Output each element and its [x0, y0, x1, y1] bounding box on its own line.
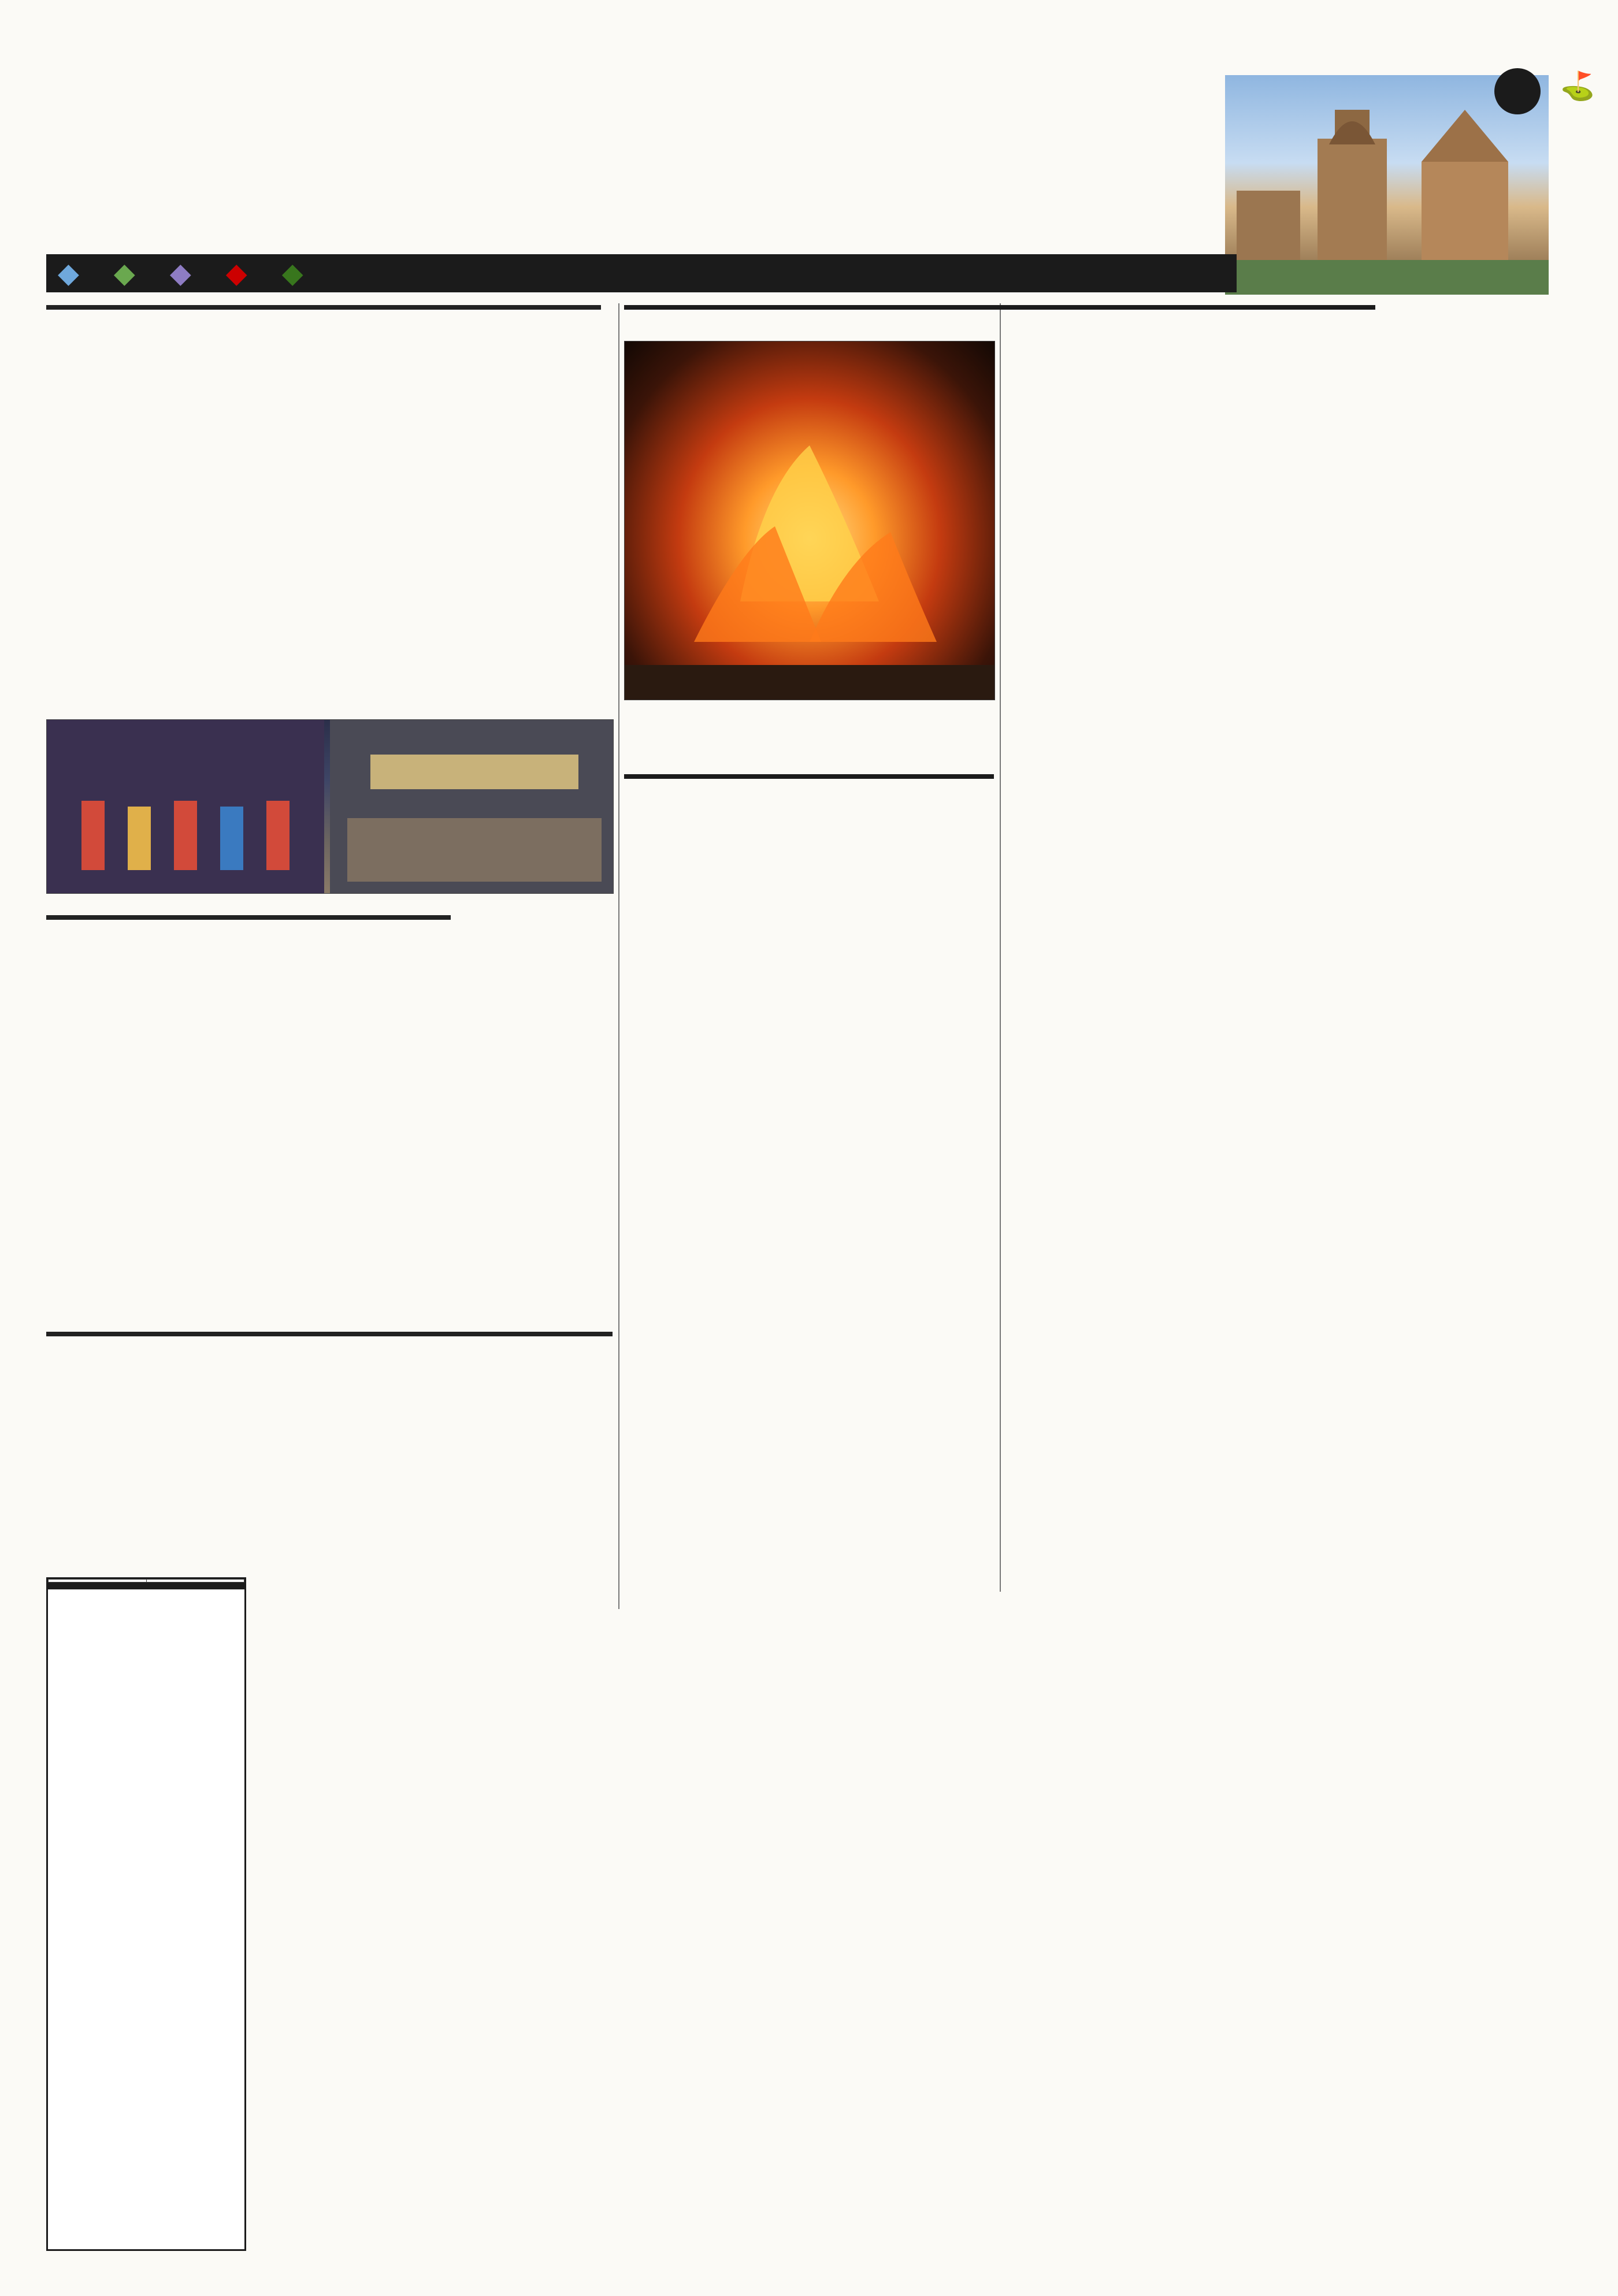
map-icon-rajkot: ◆ — [58, 257, 79, 289]
map-icon-dwarka: ◆ — [169, 257, 191, 289]
story-dwarka-police — [624, 893, 815, 1089]
map-icon-amreli: ◆ — [281, 257, 303, 289]
headline-mitana-theft — [624, 1352, 815, 1416]
page-number-badge — [1494, 68, 1541, 114]
story-elderly-woman — [46, 596, 613, 715]
column-rule — [618, 303, 619, 1609]
fire-flames-art — [625, 341, 994, 700]
headline-upleta-sammelan — [46, 953, 613, 1063]
story-lathi-attack — [248, 1577, 607, 1779]
story-vijpadi-stabbing — [46, 1477, 613, 1535]
masthead-title — [46, 103, 1231, 259]
headline-vijpadi-stabbing — [46, 1369, 613, 1473]
photo-caption-gondal — [624, 704, 994, 767]
headline-dwarka-police — [624, 815, 815, 890]
map-icon-morbi: ◆ — [225, 257, 247, 289]
headline-youth-attack — [46, 344, 613, 462]
kicker-rss-centenary — [46, 915, 451, 920]
fee-col-head — [49, 1580, 147, 1582]
fee-col-head — [146, 1580, 244, 1582]
headline-vadia-sammelan — [46, 1116, 613, 1186]
kicker-jamnagar-attacks — [46, 305, 601, 310]
headline-upleta-holi-fulfag — [624, 1560, 815, 1629]
column-rule — [1000, 303, 1001, 1592]
photo-gondal-holi-fire — [624, 341, 995, 700]
headline-akhand-jyot — [624, 1095, 815, 1170]
story-mitana-theft — [624, 1418, 815, 1557]
cities-band — [46, 254, 1237, 292]
edition-photo — [1225, 75, 1549, 295]
kicker-gondal-holi — [624, 305, 1375, 310]
photo-hindu-sammelan-art — [47, 720, 613, 893]
headline-elderly-woman — [46, 521, 613, 590]
map-icon-jamnagar: ◆ — [113, 257, 135, 289]
photo-hindu-sammelan — [46, 719, 614, 894]
story-akhand-jyot — [624, 1173, 815, 1346]
edition-photo-art — [1225, 75, 1549, 295]
fee-table-footer — [48, 1582, 244, 1589]
fee-table-footer-sub — [48, 1589, 244, 1594]
kicker-accident-dispute — [46, 1332, 613, 1336]
photo-caption-sammelan — [46, 896, 613, 911]
story-youth-attack — [46, 467, 613, 519]
kicker-jamnagar-rural — [624, 774, 994, 779]
temple-flag-icon: ⛳ — [1560, 70, 1595, 102]
story-upleta-holi-fulfag — [624, 1632, 815, 1788]
story-upleta-sammelan — [46, 1067, 613, 1113]
story-vadia-sammelan — [46, 1189, 613, 1328]
fee-table-box — [46, 1577, 246, 2251]
headline-lathi-attack — [46, 1538, 613, 1573]
